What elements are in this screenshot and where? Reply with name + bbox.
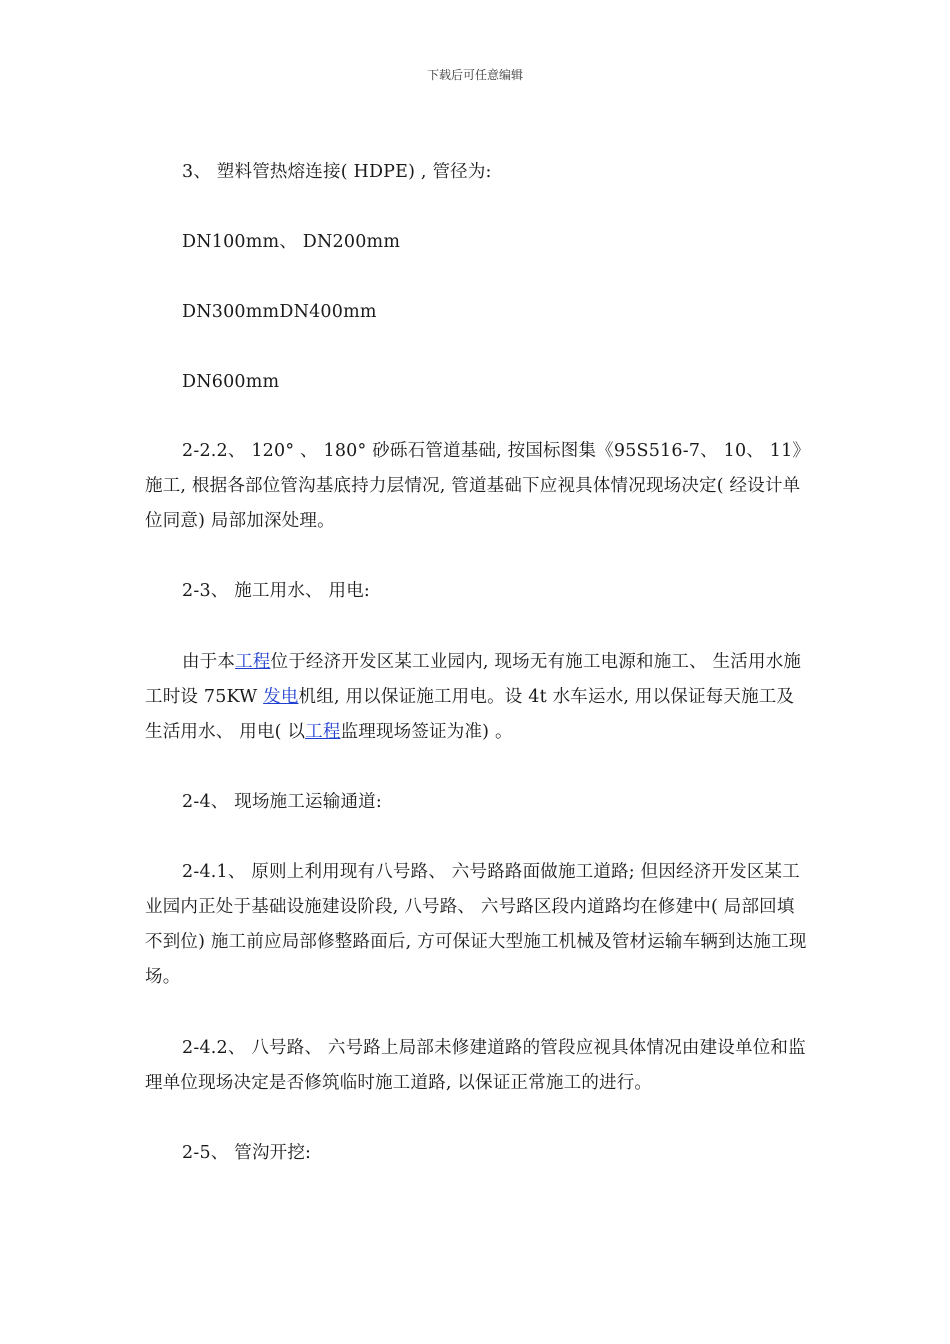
link-power-generation[interactable]: 发电 <box>263 687 299 707</box>
page-header: 下载后可任意编辑 <box>426 68 523 82</box>
section-heading-transport: 2-4、 现场施工运输通道: <box>182 792 382 812</box>
text-segment: 位于经济开发区某工业园内, 现场无有施工电源和施工、 生活用水施工时设 75KW <box>145 652 802 707</box>
text-segment: 由于本 <box>182 652 236 672</box>
text-segment: 机组, 用以保证施工用电。设 4t 水车运水, 用以保证每天施工及生活用水、 用电( 以 <box>145 687 795 742</box>
link-engineering[interactable]: 工程 <box>235 652 271 672</box>
paragraph-dn-sizes-1: DN100mm、 DN200mm <box>182 232 401 252</box>
link-engineering-supervision[interactable]: 工程 <box>305 722 341 742</box>
paragraph-temporary-roads: 2-4.2、 八号路、 六号路上局部未修建道路的管段应视具体情况由建设单位和监理单位现场决定是否修筑临时施工道路, 以保证正常施工的进行。 <box>145 1038 806 1093</box>
section-heading-water-power: 2-3、 施工用水、 用电: <box>182 581 371 601</box>
paragraph-hdpe-pipe: 3、 塑料管热熔连接( HDPE) , 管径为: <box>182 162 492 182</box>
paragraph-dn-sizes-3: DN600mm <box>182 372 280 392</box>
text-segment: 监理现场签证为准) 。 <box>340 722 513 742</box>
paragraph-pipe-foundation: 2-2.2、 120° 、 180° 砂砾石管道基础, 按国标图集《95S516-7、 10、 11》施工, 根据各部位管沟基底持力层情况, 管道基础下应视具体情况现场决定( 经设计单位同意) 局部加深处理。 <box>145 441 802 531</box>
paragraph-dn-sizes-2: DN300mmDN400mm <box>182 302 377 322</box>
paragraph-transport-roads: 2-4.1、 原则上利用现有八号路、 六号路路面做施工道路; 但因经济开发区某工业园内正处于基础设施建设阶段, 八号路、 六号路区段内道路均在修建中( 局部回填不到位) 施工前应局部修整路面后, 方可保证大型施工机械及管材运输车辆到达施工现场。 <box>145 862 807 987</box>
section-heading-trench: 2-5、 管沟开挖: <box>182 1143 312 1163</box>
paragraph-water-power <box>145 645 810 750</box>
